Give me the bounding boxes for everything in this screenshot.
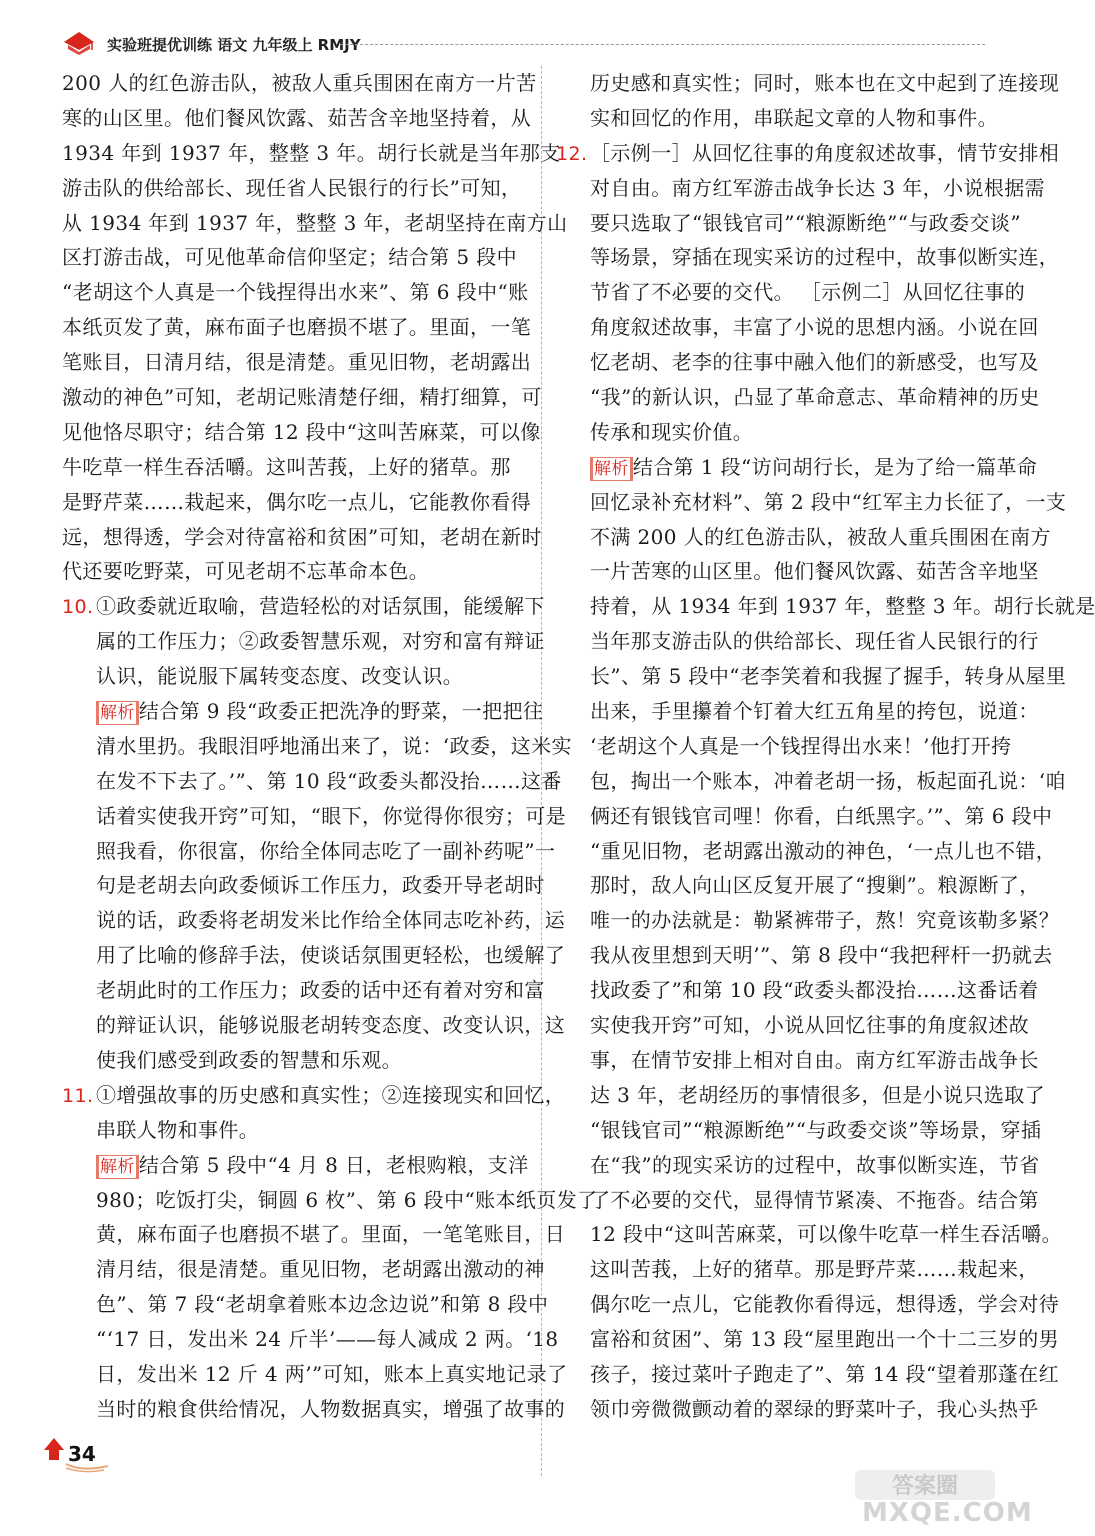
line-text: 历史感和真实性；同时，账本也在文中起到了连接现 — [590, 71, 1060, 95]
line-text: 实使我开窍”可知，小说从回忆往事的角度叙述故 — [590, 1013, 1030, 1038]
right-column-line — [556, 1078, 1046, 1113]
left-column-line — [62, 206, 568, 241]
left-column-line — [62, 1078, 566, 1113]
left-column-line — [62, 659, 524, 694]
line-text: 从 1934 年到 1937 年，整整 3 年，老胡坚持在南方山 — [62, 210, 568, 235]
line-text: 本纸页发了黄，麻布面子也磨损不堪了。里面，一笔 — [62, 315, 532, 340]
line-text: 持着，从 1934 年到 1937 年，整整 3 年。胡行长就是 — [590, 594, 1095, 619]
line-text: 的辩证认识，能够说服老胡转变态度、改变认识，这 — [96, 1013, 566, 1038]
right-column-line — [556, 520, 1051, 555]
right-column-line — [556, 903, 1060, 938]
left-column-line — [62, 868, 545, 903]
watermark-text: MXQE.COM — [862, 1498, 1033, 1528]
line-text: “‘17 日，发出米 24 斤半’——每人减成 2 两。‘18 — [96, 1327, 559, 1352]
line-text: “老胡这个人真是一个钱捏得出水来”、第 6 段中“账 — [62, 280, 529, 305]
line-text: 说的话，政委将老胡发米比作给全体同志吃补药，运 — [96, 908, 566, 933]
right-column-line — [556, 450, 1038, 485]
line-text: 角度叙述故事，丰富了小说的思想内涵。小说在回 — [590, 315, 1039, 340]
analysis-tag: 解析 — [590, 457, 633, 481]
line-text: 笔账目，日清月结，很是清楚。重见旧物，老胡露出 — [62, 350, 532, 375]
left-column-line — [62, 589, 545, 624]
line-text: 了不必要的交代，显得情节紧凑、不拖沓。结合第 — [590, 1187, 1039, 1212]
line-text: 长”、第 5 段中“老李笑着和我握了握手，转身从屋里 — [590, 664, 1067, 689]
left-column-line — [62, 1392, 566, 1427]
left-column-line — [62, 1357, 568, 1392]
left-column-line — [62, 310, 532, 345]
line-text: 认识，能说服下属转变态度、改变认识。 — [96, 664, 464, 689]
line-text: 包，掏出一个账本，冲着老胡一扬，板起面孔说：‘咱 — [590, 768, 1066, 793]
line-text: “银钱官司”“粮源断绝”“与政委交谈”等场景，穿插 — [590, 1117, 1042, 1142]
analysis-tag: 解析 — [96, 1155, 139, 1179]
left-column-line — [62, 973, 545, 1008]
header-title: 实验班提优训练 语文 九年级上 RMJY — [107, 36, 361, 54]
line-text: 忆老胡、老李的往事中融入他们的新感受，也写及 — [590, 350, 1039, 375]
left-column-line — [62, 1287, 549, 1322]
line-text: 唯一的办法就是：勒紧裤带子，熬！究竟该勒多紧？ — [590, 908, 1060, 933]
line-text: 要只选取了“银钱官司”“粮源断绝”“与政委交谈” — [590, 210, 1021, 235]
right-column-line — [556, 764, 1066, 799]
right-column-line — [556, 1113, 1042, 1148]
left-column-line — [62, 380, 542, 415]
analysis-tag: 解析 — [96, 701, 139, 725]
left-column-line — [62, 1322, 559, 1357]
right-column-line — [556, 624, 1039, 659]
line-text: ①增强故事的历史感和真实性；②连接现实和回忆， — [96, 1082, 566, 1107]
svg-text:答案圈: 答案圈 — [891, 1474, 959, 1499]
left-column-line — [62, 938, 566, 973]
line-text: 结合第 9 段“政委正把洗净的野菜，一把把往 — [138, 699, 544, 724]
line-text: 不满 200 人的红色游击队，被敌人重兵围困在南方 — [590, 524, 1051, 549]
right-column-line — [556, 485, 1067, 520]
line-text: 传承和现实价值。 — [590, 419, 754, 444]
page-header — [0, 0, 1033, 64]
line-text: 事，在情节安排上相对自由。南方红军游击战争长 — [590, 1047, 1039, 1072]
right-column-line — [556, 799, 1053, 834]
right-column-line — [556, 101, 998, 136]
question-number: 11. — [62, 1084, 94, 1107]
left-column-line — [62, 275, 529, 310]
left-column-line — [62, 485, 532, 520]
left-column-line — [62, 764, 562, 799]
right-column-line — [556, 1008, 1030, 1043]
line-text: 代还要吃野菜，可见老胡不忘革命本色。 — [62, 559, 430, 584]
right-column-line — [556, 973, 1039, 1008]
line-text: 清水里扔。我眼泪呼地涌出来了，说：‘政委，这米实 — [96, 733, 572, 758]
left-column — [62, 66, 598, 1427]
line-text: 用了比喻的修辞手法，使谈话氛围更轻松，也缓解了 — [96, 943, 566, 968]
line-text: 1934 年到 1937 年，整整 3 年。胡行长就是当年那支 — [62, 140, 561, 165]
right-column-line — [556, 694, 1039, 729]
line-text: 远，想得透，学会对待富裕和贫困”可知，老胡在新时 — [62, 524, 542, 549]
right-column-line — [556, 1322, 1060, 1357]
right-column-line — [556, 1148, 1040, 1183]
line-text: 黄，麻布面子也磨损不堪了。里面，一笔笔账目，日 — [96, 1222, 566, 1247]
line-text: “我”的新认识，凸显了革命意志、革命精神的历史 — [590, 385, 1040, 410]
right-column-line — [556, 415, 988, 450]
left-column-line — [62, 694, 544, 729]
line-text: 实和回忆的作用，串联起文章的人物和事件。 — [590, 105, 998, 130]
line-text: 我从夜里想到天明’”、第 8 段中“我把秤杆一扔就去 — [590, 943, 1053, 968]
line-text: 属的工作压力；②政委智慧乐观，对穷和富有辩证 — [96, 629, 545, 654]
line-text: 结合第 1 段“访问胡行长，是为了给一篇革命 — [632, 454, 1038, 479]
line-text: 200 人的红色游击队，被敌人重兵围困在南方一片苦 — [62, 71, 537, 95]
line-text: 见他恪尽职守；结合第 12 段中“这叫苦麻菜，可以像 — [62, 419, 541, 444]
right-column-line — [556, 1392, 1039, 1427]
right-column-line — [556, 1043, 1039, 1078]
right-column-line — [556, 729, 1012, 764]
left-column-line — [62, 799, 567, 834]
right-column-line — [556, 1252, 1039, 1287]
line-text: ［示例一］从回忆往事的角度叙述故事，情节安排相 — [590, 140, 1060, 165]
right-column-line — [556, 1217, 1063, 1252]
line-text: 那时，敌人向山区反复开展了“搜剿”。粮源断了， — [590, 873, 1040, 898]
line-text: 游击队的供给部长、现任省人民银行的行长”可知， — [62, 175, 522, 200]
line-text: 对自由。南方红军游击战争长达 3 年，小说根据需 — [590, 175, 1046, 200]
right-column-line — [556, 66, 1060, 101]
line-text: 12 段中“这叫苦麻菜，可以像牛吃草一样生吞活嚼。 — [590, 1222, 1063, 1247]
right-column-line — [556, 1183, 1039, 1218]
line-text: 区打游击战，可见他革命信仰坚定；结合第 5 段中 — [62, 245, 518, 270]
line-text: 牛吃草一样生吞活嚼。这叫苦莪，上好的猪草。那 — [62, 454, 511, 479]
right-column-line — [556, 1287, 1060, 1322]
line-text: 日，发出米 12 斤 4 两’”可知，账本上真实地记录了 — [96, 1361, 568, 1386]
line-text: 这叫苦莪，上好的猪草。那是野芹菜……栽起来， — [590, 1257, 1039, 1282]
left-column-line — [62, 1217, 566, 1252]
right-column-line — [556, 659, 1067, 694]
left-column-line — [62, 1148, 529, 1183]
question-number: 12. — [556, 142, 588, 165]
left-column-line — [62, 66, 537, 101]
left-column-line — [62, 554, 524, 589]
left-column-line — [62, 903, 566, 938]
line-text: 结合第 5 段中“4 月 8 日，老根购粮，支洋 — [138, 1152, 529, 1177]
question-number: 10. — [62, 596, 94, 619]
line-text: 是野芹菜……栽起来，偶尔吃一点儿，它能教你看得 — [62, 489, 532, 514]
right-column-line — [556, 834, 1057, 869]
left-column-line — [62, 415, 541, 450]
right-column-line — [556, 275, 1026, 310]
left-column-line — [62, 520, 542, 555]
left-column-line — [62, 345, 532, 380]
line-text: 当时的粮食供给情况，人物数据真实，增强了故事的 — [96, 1396, 566, 1421]
line-text: ‘老胡这个人真是一个钱捏得出水来！’他打开挎 — [590, 733, 1012, 758]
left-column-line — [62, 729, 572, 764]
left-column-line — [62, 1252, 545, 1287]
right-column-line — [556, 240, 1060, 275]
line-text: 色”、第 7 段“老胡拿着账本边念边说”和第 8 段中 — [96, 1292, 549, 1317]
line-text: 找政委了”和第 10 段“政委头都没抬……这番话着 — [590, 978, 1039, 1003]
line-text: 领巾旁微微颤动着的翠绿的野菜叶子，我心头热乎 — [590, 1396, 1039, 1421]
right-column-line — [556, 136, 1060, 171]
page-number: 34 — [68, 1442, 96, 1466]
line-text: 清月结，很是清楚。重见旧物，老胡露出激动的神 — [96, 1257, 545, 1282]
left-column-line — [62, 834, 556, 869]
left-column-line — [62, 1043, 524, 1078]
right-column-line — [556, 938, 1053, 973]
right-column-line — [556, 554, 1039, 589]
line-text: 孩子，接过菜叶子跑走了”、第 14 段“望着那蓬在红 — [590, 1361, 1060, 1386]
left-column-line — [62, 1008, 566, 1043]
left-column-line — [62, 624, 545, 659]
left-column-line — [62, 1183, 598, 1218]
line-text: 激动的神色”可知，老胡记账清楚仔细，精打细算，可 — [62, 385, 542, 410]
line-text: 串联人物和事件。 — [96, 1117, 260, 1142]
line-text: 句是老胡去向政委倾诉工作压力，政委开导老胡时 — [96, 873, 545, 898]
line-text: 980；吃饭打尖，铜圆 6 枚”、第 6 段中“账本纸页发了 — [96, 1187, 598, 1212]
line-text: ①政委就近取喻，营造轻松的对话氛围，能缓解下 — [96, 594, 545, 619]
right-column — [556, 66, 1095, 1427]
left-column-line — [62, 136, 561, 171]
header-divider — [340, 44, 985, 45]
right-column-line — [556, 345, 1039, 380]
line-text: 照我看，你很富，你给全体同志吃了一副补药呢”一 — [96, 838, 556, 863]
right-column-line — [556, 1357, 1060, 1392]
left-column-line — [62, 1113, 524, 1148]
left-column-line — [62, 450, 524, 485]
line-text: 回忆录补充材料”、第 2 段中“红军主力长征了，一支 — [590, 489, 1067, 514]
left-column-line — [62, 101, 532, 136]
line-text: 偶尔吃一点儿，它能教你看得远，想得透，学会对待 — [590, 1292, 1060, 1317]
line-text: 在发不下去了。’”、第 10 段“政委头都没抬……这番 — [96, 768, 562, 793]
line-text: 富裕和贫困”、第 13 段“屋里跑出一个十二三岁的男 — [590, 1327, 1060, 1352]
line-text: 等场景，穿插在现实采访的过程中，故事似断实连， — [590, 245, 1060, 270]
line-text: 话着实使我开窍”可知，“眼下，你觉得你很穷；可是 — [96, 803, 567, 828]
line-text: 俩还有银钱官司哩！你看，白纸黑字。’”、第 6 段中 — [590, 803, 1053, 828]
line-text: 寒的山区里。他们餐风饮露、茹苦含辛地坚持着，从 — [62, 105, 532, 130]
right-column-line — [556, 589, 1095, 624]
line-text: 一片苦寒的山区里。他们餐风饮露、茹苦含辛地坚 — [590, 559, 1039, 584]
line-text: 老胡此时的工作压力；政委的话中还有着对穷和富 — [96, 978, 545, 1003]
line-text: “重见旧物，老胡露出激动的神色，‘一点儿也不错， — [590, 838, 1057, 863]
line-text: 达 3 年，老胡经历的事情很多，但是小说只选取了 — [590, 1082, 1046, 1107]
line-text: 在“我”的现实采访的过程中，故事似断实连，节省 — [590, 1152, 1040, 1177]
right-column-line — [556, 206, 1021, 241]
right-column-line — [556, 868, 1040, 903]
book-logo-icon — [62, 30, 96, 56]
left-column-line — [62, 240, 524, 275]
left-column-line — [62, 171, 524, 206]
right-column-line — [556, 310, 1039, 345]
right-column-line — [556, 380, 1040, 415]
line-text: 出来，手里攥着个钉着大红五角星的挎包，说道： — [590, 699, 1039, 724]
right-column-line — [556, 171, 1046, 206]
line-text: 使我们感受到政委的智慧和乐观。 — [96, 1047, 402, 1072]
line-text: 当年那支游击队的供给部长、现任省人民银行的行 — [590, 629, 1039, 654]
line-text: 节省了不必要的交代。 ［示例二］从回忆往事的 — [590, 280, 1026, 305]
